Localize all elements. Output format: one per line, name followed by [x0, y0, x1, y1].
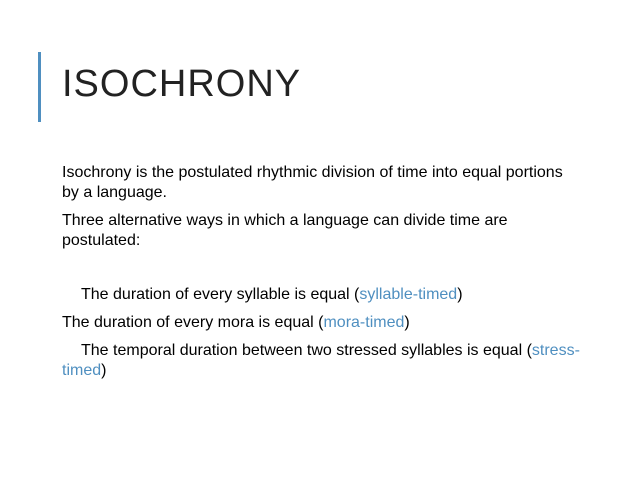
- term-mora-timed: mora-timed: [323, 314, 405, 331]
- item-close: ): [404, 314, 410, 331]
- definition-paragraph: Isochrony is the postulated rhythmic division of time into equal portions by a language.: [62, 164, 563, 201]
- item-text: The duration of every mora is equal (: [62, 314, 324, 331]
- spacer: [62, 259, 582, 285]
- item-text: The temporal duration between two stressed syllables is equal (: [81, 342, 532, 359]
- slide-body: [62, 163, 582, 389]
- list-item-syllable-timed: [62, 285, 582, 305]
- item-text: The duration of every syllable is equal (: [81, 286, 360, 303]
- term-stress-timed: stress-timed: [62, 342, 580, 379]
- intro-paragraph: Three alternative ways in which a language can divide time are postulated:: [62, 212, 508, 249]
- list-item-mora-timed: [62, 313, 582, 333]
- item-close: ): [101, 362, 107, 379]
- item-close: ): [457, 286, 463, 303]
- title-accent-bar: [38, 52, 41, 122]
- slide-title: ISOCHRONY: [62, 63, 302, 105]
- list-item-stress-timed: [62, 341, 582, 381]
- term-syllable-timed: syllable-timed: [359, 286, 458, 303]
